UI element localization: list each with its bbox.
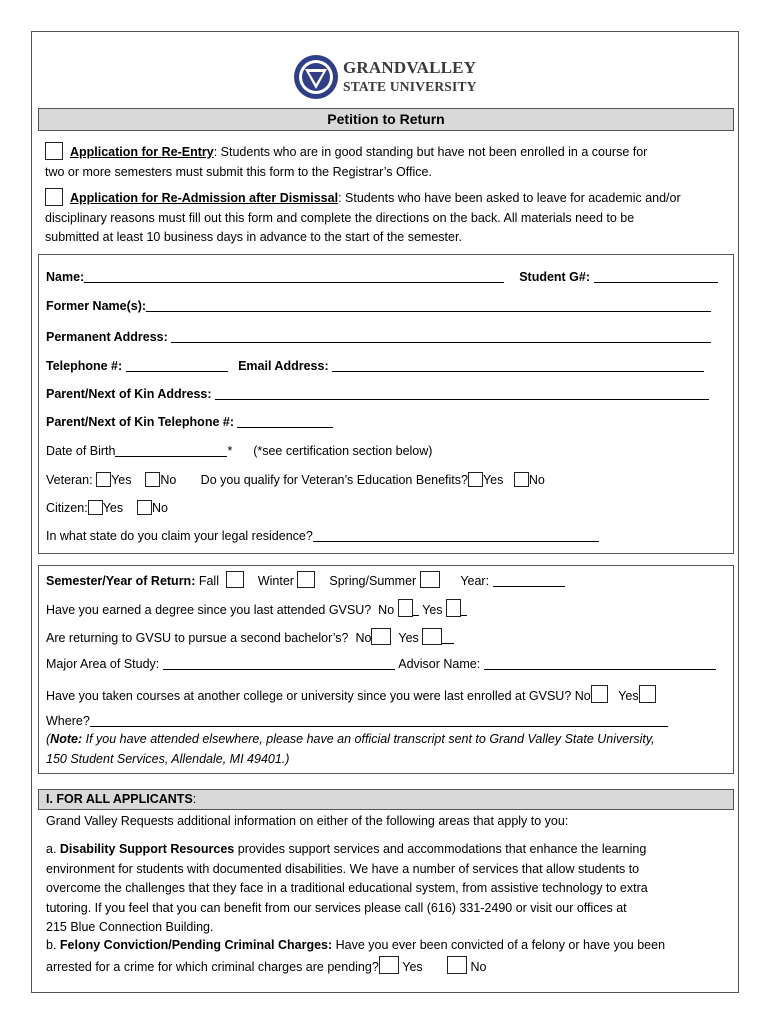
name-row xyxy=(46,270,718,284)
residence-row xyxy=(46,529,599,543)
where-row xyxy=(46,714,668,728)
parent-address-label: Parent/Next of Kin Address: xyxy=(46,387,212,401)
second-bachelor-row xyxy=(46,628,454,645)
where-field[interactable] xyxy=(90,714,668,727)
felony-no-checkbox[interactable] xyxy=(447,956,467,974)
reentry-paragraph xyxy=(45,142,731,182)
reentry-checkbox[interactable] xyxy=(45,142,63,160)
other-college-question: Have you taken courses at another college or university since you were last enrolled at GVSU? xyxy=(46,689,572,703)
section-1-title: I. FOR ALL APPLICANTS xyxy=(46,792,193,806)
name-label: Name: xyxy=(46,270,85,284)
disability-text-2: environment for students with documented disabilities. We have a number of services that allow students to xyxy=(46,861,640,876)
vet-benefits-yes-label: Yes xyxy=(482,473,504,487)
other-college-no-checkbox[interactable] xyxy=(591,685,608,703)
disability-text-5: 215 Blue Connection Building. xyxy=(46,920,214,934)
veteran-benefits-question: Do you qualify for Veteran’s Education Benefits? xyxy=(200,473,468,487)
disability-prefix: a. xyxy=(46,842,60,856)
readmission-text-3: submitted at least 10 business days in advance to the start of the semester. xyxy=(45,230,462,244)
fall-checkbox[interactable] xyxy=(226,571,244,588)
other-college-yes-label: Yes xyxy=(618,689,639,703)
transcript-note: (Note: If you have attended elsewhere, please have an official transcript sent to Grand Valley State University, 150 Student Services, Allendale, MI 49401.) xyxy=(46,732,655,766)
degree-no-label: No xyxy=(378,603,395,617)
second-bachelor-yes-label: Yes xyxy=(398,631,419,645)
winter-checkbox[interactable] xyxy=(297,571,315,588)
citizen-no-checkbox[interactable] xyxy=(137,500,152,515)
other-college-yes-checkbox[interactable] xyxy=(639,685,656,703)
citizen-label: Citizen: xyxy=(46,501,88,515)
vet-benefits-no-label: No xyxy=(528,473,545,487)
address-row xyxy=(46,330,711,344)
email-label: Email Address: xyxy=(238,359,329,373)
readmission-label: Application for Re-Admission after Dismissal xyxy=(69,191,339,205)
section-1-colon: : xyxy=(192,792,197,806)
felony-label: Felony Conviction/Pending Criminal Charges: xyxy=(59,938,333,952)
advisor-field[interactable] xyxy=(484,657,716,670)
dob-row xyxy=(46,444,432,458)
felony-prefix: b. xyxy=(46,938,60,952)
logo-line-2: STATE UNIVERSITY xyxy=(343,79,477,94)
spring-summer-checkbox[interactable] xyxy=(420,571,440,588)
disability-text-4: tutoring. If you feel that you can benefit from our services please call (616) 331-2490 or visit our offices at xyxy=(46,900,627,915)
telephone-label: Telephone #: xyxy=(46,359,123,373)
degree-yes-label: Yes xyxy=(422,603,443,617)
advisor-label: Advisor Name: xyxy=(398,657,481,671)
readmission-text-2: disciplinary reasons must fill out this form and complete the directions on the back. All materials need to be xyxy=(45,210,635,225)
residence-field[interactable] xyxy=(313,529,599,542)
permanent-address-label: Permanent Address: xyxy=(46,330,168,344)
permanent-address-field[interactable] xyxy=(171,330,711,343)
disability-label: Disability Support Resources xyxy=(59,842,235,856)
former-name-field[interactable] xyxy=(146,299,711,312)
vet-benefits-no-checkbox[interactable] xyxy=(514,472,529,487)
readmission-text: : Students who have been asked to leave for academic and/or xyxy=(338,191,681,205)
note-label: Note: xyxy=(50,732,83,746)
gvsu-logo xyxy=(293,54,483,102)
disability-text-3: overcome the challenges that they face in a traditional educational system, from assistive technology to extra xyxy=(46,881,648,895)
parent-address-field[interactable] xyxy=(215,387,709,400)
disability-paragraph xyxy=(46,840,732,938)
spring-summer-label: Spring/Summer xyxy=(329,574,417,588)
student-g-label: Student G#: xyxy=(519,270,591,284)
year-field[interactable] xyxy=(493,574,565,587)
degree-question: Have you earned a degree since you last attended GVSU? xyxy=(46,603,372,617)
section-1-intro: Grand Valley Requests additional information on either of the following areas that apply to you: xyxy=(46,814,569,828)
note-text-2: 150 Student Services, Allendale, MI 49401.) xyxy=(46,751,290,766)
reentry-text: : Students who are in good standing but have not been enrolled in a course for xyxy=(213,145,648,159)
major-field[interactable] xyxy=(163,657,395,670)
degree-row xyxy=(46,599,467,617)
logo-line-1: GRANDVALLEY xyxy=(343,58,477,77)
parent-phone-label: Parent/Next of Kin Telephone #: xyxy=(46,415,234,429)
veteran-label: Veteran: xyxy=(46,473,93,487)
reentry-text-2: two or more semesters must submit this form to the Registrar’s Office. xyxy=(45,164,432,179)
parent-phone-field[interactable] xyxy=(237,415,333,428)
readmission-paragraph xyxy=(45,188,731,248)
telephone-email-row xyxy=(46,359,704,373)
section-1-header xyxy=(38,789,734,810)
former-name-row xyxy=(46,299,711,313)
veteran-yes-checkbox[interactable] xyxy=(96,472,111,487)
parent-address-row xyxy=(46,387,709,401)
second-bachelor-no-checkbox[interactable] xyxy=(371,628,391,645)
felony-paragraph xyxy=(46,936,732,977)
degree-yes-checkbox[interactable] xyxy=(446,599,461,617)
citizen-no-label: No xyxy=(152,501,168,515)
parent-phone-row xyxy=(46,415,333,429)
veteran-row xyxy=(46,472,545,487)
dob-label: Date of Birth xyxy=(46,444,116,458)
winter-label: Winter xyxy=(257,574,294,588)
semester-label: Semester/Year of Return: xyxy=(46,574,196,588)
gvsu-seal-icon xyxy=(293,54,339,100)
felony-yes-label: Yes xyxy=(402,959,423,974)
page-title: Petition to Return xyxy=(38,108,734,131)
veteran-no-checkbox[interactable] xyxy=(145,472,160,487)
veteran-yes-label: Yes xyxy=(111,473,132,487)
felony-text: Have you ever been convicted of a felony or have you been xyxy=(332,938,666,952)
dob-field[interactable] xyxy=(115,444,227,457)
reentry-label: Application for Re-Entry xyxy=(69,145,214,159)
degree-no-checkbox[interactable] xyxy=(398,599,413,617)
readmission-checkbox[interactable] xyxy=(45,188,63,206)
citizen-yes-checkbox[interactable] xyxy=(88,500,103,515)
note-text: If you have attended elsewhere, please have an official transcript sent to Grand Valley State University, xyxy=(82,732,655,746)
where-label: Where? xyxy=(46,714,90,728)
semester-row xyxy=(46,571,565,588)
year-label: Year: xyxy=(460,574,490,588)
residence-question: In what state do you claim your legal residence? xyxy=(46,529,313,543)
student-g-field[interactable] xyxy=(594,270,718,283)
felony-yes-checkbox[interactable] xyxy=(379,956,399,974)
other-college-no-label: No xyxy=(574,689,591,703)
former-name-label: Former Name(s): xyxy=(46,299,147,313)
citizen-row xyxy=(46,500,168,515)
major-advisor-row xyxy=(46,657,716,671)
dob-star: * xyxy=(227,444,233,458)
felony-no-label: No xyxy=(470,959,487,974)
felony-text-2: arrested for a crime for which criminal charges are pending? xyxy=(46,959,379,974)
second-bachelor-no-label: No xyxy=(355,631,372,645)
name-field[interactable] xyxy=(84,270,504,283)
telephone-field[interactable] xyxy=(126,359,228,372)
vet-benefits-yes-checkbox[interactable] xyxy=(468,472,483,487)
email-field[interactable] xyxy=(332,359,704,372)
second-bachelor-question: Are returning to GVSU to pursue a second bachelor’s? xyxy=(46,631,349,645)
major-label: Major Area of Study: xyxy=(46,657,160,671)
citizen-yes-label: Yes xyxy=(102,501,124,515)
other-college-row xyxy=(46,685,656,703)
veteran-no-label: No xyxy=(160,473,177,487)
dob-note: (*see certification section below) xyxy=(253,444,433,458)
disability-text: provides support services and accommodations that enhance the learning xyxy=(234,842,647,856)
second-bachelor-yes-checkbox[interactable] xyxy=(422,628,442,645)
fall-label: Fall xyxy=(198,574,219,588)
